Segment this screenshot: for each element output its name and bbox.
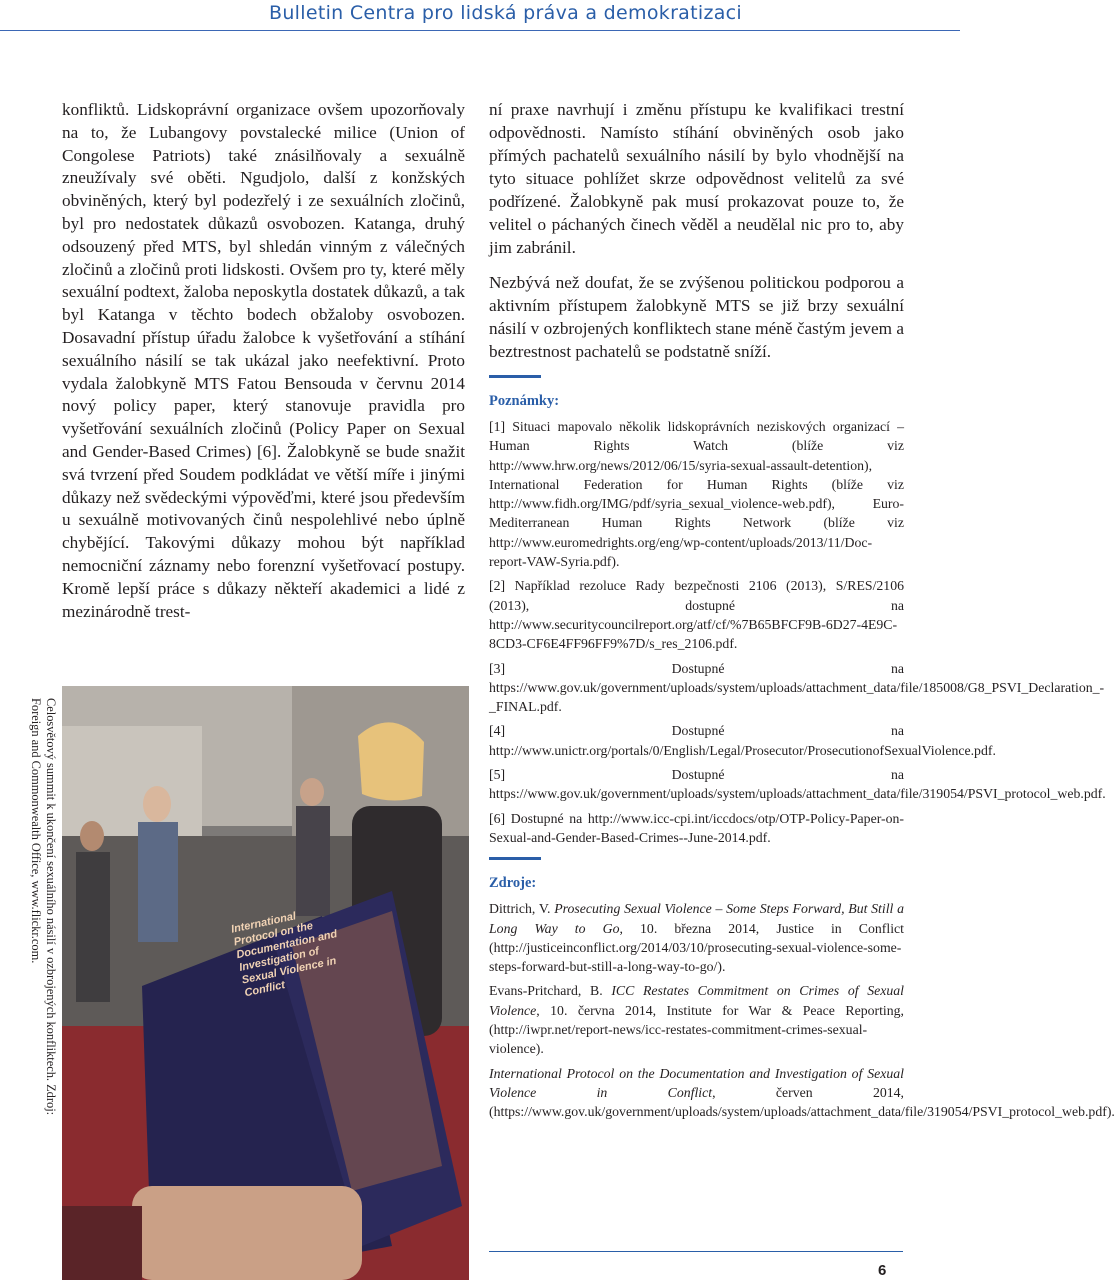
note-item: [5] Dostupné na https://www.gov.uk/government/uploads/system/uploads/attachment_data/file/319054/PSVI_protocol_web.pdf. bbox=[489, 767, 1106, 802]
source-item bbox=[489, 981, 904, 1058]
section-divider bbox=[489, 857, 541, 860]
left-column bbox=[62, 99, 465, 623]
source-author: Evans-Pritchard, B. bbox=[489, 983, 612, 999]
photo-caption-text: Celosvětový summit k ukončení sexuálního násilí v ozbrojených konfliktech. Zdroj: Foreign and Commonwealth Office, www.flickr.com. bbox=[29, 698, 58, 1116]
source-item bbox=[489, 899, 904, 976]
note-item: [4] Dostupné na http://www.unictr.org/portals/0/English/Legal/Prosecutor/ProsecutionofSexualViolence.pdf. bbox=[489, 723, 996, 758]
notes-heading: Poznámky: bbox=[489, 393, 560, 409]
footer-rule bbox=[489, 1251, 903, 1252]
note-item: [3] Dostupné na https://www.gov.uk/government/uploads/system/uploads/attachment_data/file/185008/G8_PSVI_Declaration_-_FINAL.pdf. bbox=[489, 660, 1105, 715]
source-title: Prosecuting Sexual Violence – Some Steps Forward, But Still a Long Way to Go bbox=[489, 901, 904, 936]
bulletin-title: Bulletin Centra pro lidská práva a demokratizaci bbox=[269, 2, 742, 24]
right-paragraph-2: Nezbývá než doufat, že se zvýšenou politickou podporou a aktivním přístupem žalobkyně MTS se již brzy sexuální násilí v ozbrojených konfliktech stane méně častým jevem a beztrestnost pachatelů se podstatně sníží. bbox=[489, 273, 904, 361]
source-title: ICC Restates Commitment on Crimes of Sexual Violence bbox=[489, 983, 904, 1018]
photo-caption bbox=[28, 698, 58, 1148]
note-item: [1] Situaci mapovalo několik lidskoprávních neziskových organizací – Human Rights Watch (blíže viz http://www.hrw.org/news/2012/06/15/syria-sexual-assault-detention), International Federation for Human Rights (blíže viz http://www.fidh.org/IMG/pdf/syria_sexual_violence-web.pdf), Euro-Mediterranean Human Rights Network (blíže viz http://www.euromedrights.org/eng/wp-content/uploads/2013/11/Doc-report-VAW-Syria.pdf). bbox=[489, 419, 904, 570]
protocol-cover-text: International Protocol on the Documentation and Investigation of Sexual Violence in Conflict bbox=[230, 910, 339, 1000]
section-divider bbox=[489, 375, 541, 378]
page-header bbox=[0, 0, 960, 31]
note-item: [2] Například rezoluce Rady bezpečnosti 2106 (2013), S/RES/2106 (2013), dostupné na http://www.securitycouncilreport.org/atf/cf/%7B65BFCF9B-6D27-4E9C-8CD3-CF6E4FF96FF9%7D/s_res_2106.pdf. bbox=[489, 578, 904, 652]
sources-heading: Zdroje: bbox=[489, 875, 537, 892]
source-author: Dittrich, V. bbox=[489, 901, 555, 917]
page-number: 6 bbox=[878, 1262, 887, 1279]
source-item bbox=[489, 1064, 1115, 1122]
source-details: , 10. března 2014, Justice in Conflict (http://justiceinconflict.org/2014/03/10/prosecuting-sexual-violence-some-steps-forward-but-still-a-long-way-to-go/). bbox=[489, 920, 905, 975]
sources-list bbox=[489, 899, 1115, 1121]
source-title: International Protocol on the Documentation and Investigation of Sexual Violence in Conflict bbox=[489, 1065, 904, 1100]
source-details: , červen 2014, (https://www.gov.uk/government/uploads/system/uploads/attachment_data/file/319054/PSVI_protocol_web.pdf). bbox=[489, 1084, 1115, 1120]
note-item: [6] Dostupné na http://www.icc-cpi.int/iccdocs/otp/OTP-Policy-Paper-on-Sexual-and-Gender-Based-Crimes--June-2014.pdf. bbox=[489, 810, 904, 845]
right-body bbox=[489, 98, 904, 363]
right-column bbox=[489, 98, 1115, 1127]
left-paragraph-1: konfliktů. Lidskoprávní organizace ovšem upozorňovaly na to, že Lubangovy povstalecké milice (Union of Congolese Patriots) také znásilňovaly a sexuálně zneužívaly své oběti. Ngudjolo, další z konžských obviněných, který byl podezřelý i ze sexuálních zločinů, byl pro nedostatek důkazů osvobozen. Katanga, druhý odsouzený před MTS, byl shledán vinným z válečných zločinů a zločinů proti lidskosti. Ovšem pro ty, které měly sexuální podtext, žaloba neposkytla dostatek důkazů, a tak byl Katanga v těchto bodech obžaloby osvobozen. Dosavadní přístup úřadu žalobce k vyšetřování a stíhání sexuálního násilí se tak ukázal jako neefektivní. Proto vydala žalobkyně MTS Fatou Bensouda v červnu 2014 nový policy paper, který stanovuje pravidla pro vyšetřování sexuálních zločinů (Policy Paper on Sexual and Gender-Based Crimes) [6]. Žalobkyně se bude snažit svá tvrzení před Soudem podkládat ve větší míře i jinými důkazy než svědeckými výpověďmi, které jsou především u sexuálně motivovaných činů nespolehlivé nebo úplně chybějící. Takovými důkazy mohou být například nemocniční záznamy nebo forenzní vyšetřovací postupy. Kromě lepší práce s důkazy někteří akademici a lidé z mezinárodně trest- bbox=[62, 100, 465, 621]
summit-photo bbox=[62, 686, 469, 1280]
right-paragraph-1: ní praxe navrhují i změnu přístupu ke kvalifikaci trestní odpovědnosti. Namísto stíhání obviněných osob jako přímých pachatelů sexuálního násilí by bylo vhodnější na tyto situace pohlížet skrze odpovědnost velitelů za své podřízené. Žalobkyně pak musí prokazovat pouze to, že velitel o páchaných činech věděl a neudělal nic pro to, aby jim zabránil. bbox=[489, 100, 904, 257]
notes-list bbox=[489, 417, 1106, 847]
source-details: , 10. června 2014, Institute for War & Peace Reporting, (http://iwpr.net/report-news/icc-restates-commitment-crimes-sexual-violence). bbox=[489, 1002, 904, 1057]
